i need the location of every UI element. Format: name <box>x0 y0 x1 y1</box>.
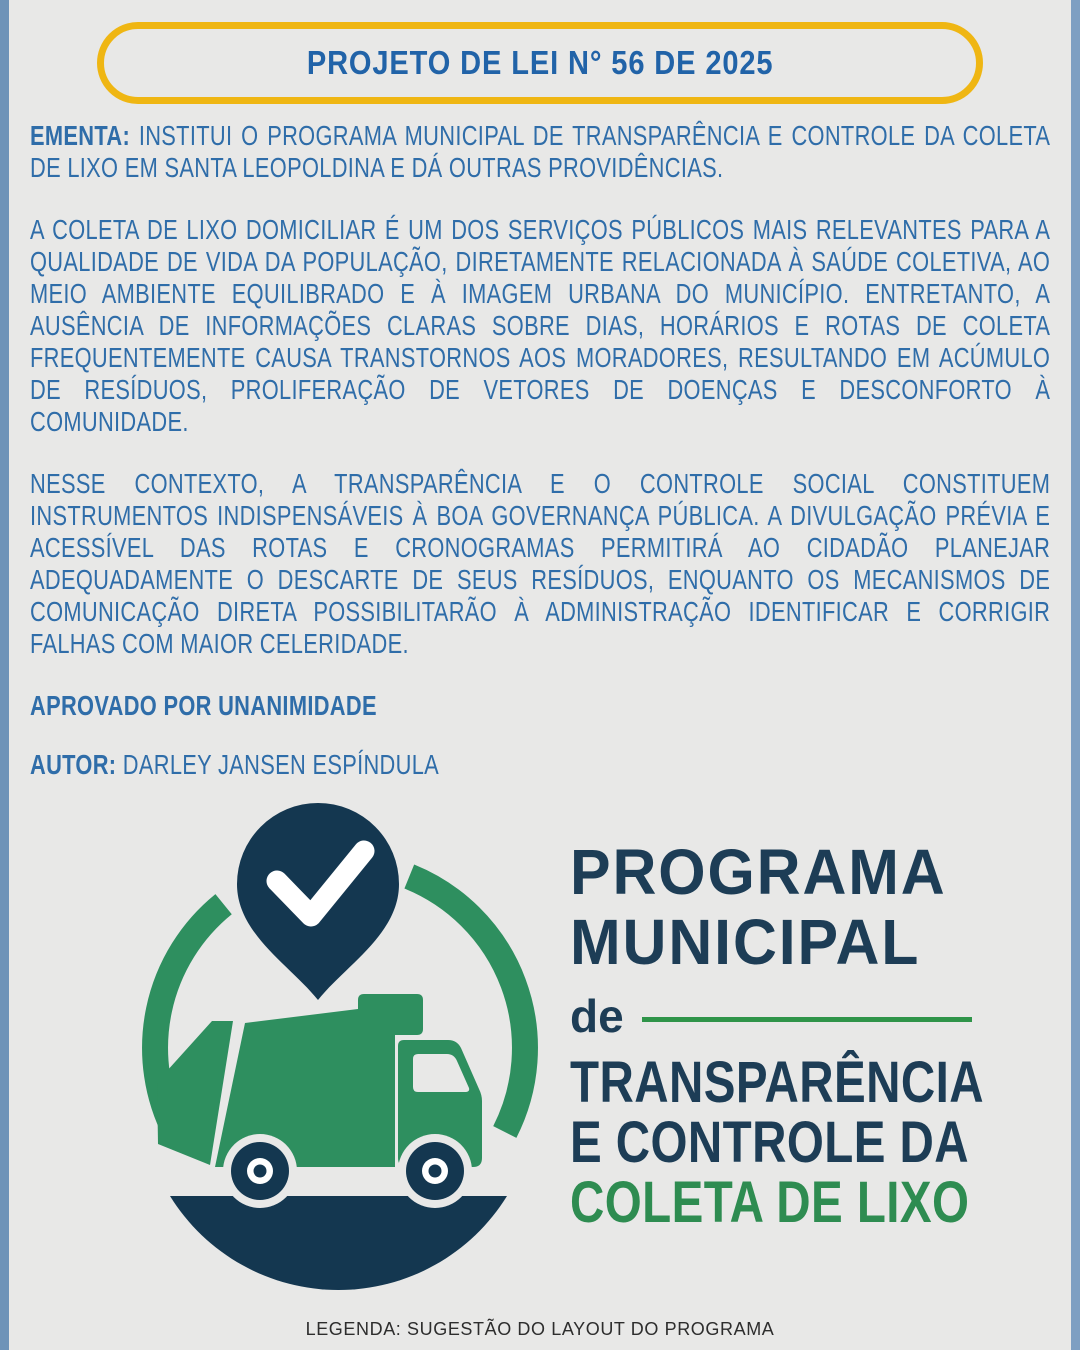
program-logo-art <box>130 793 550 1293</box>
body-paragraph-1: A COLETA DE LIXO DOMICILIAR É UM DOS SERVIÇOS PÚBLICOS MAIS RELEVANTES PARA A QUALIDADE DE VIDA DA POPULAÇÃO, DIRETAMENTE RELACIONADA À SAÚDE COLETIVA, AO MEIO AMBIENTE EQUILIBRADO E À IMAGEM URBANA DO MUNICÍPIO. ENTRETANTO, A AUSÊNCIA DE INFORMAÇÕES CLARAS SOBRE DIAS, HORÁRIOS E ROTAS DE COLETA FREQUENTEMENTE CAUSA TRANSTORNOS AOS MORADORES, RESULTANDO EM ACÚMULO DE RESÍDUOS, PROLIFERAÇÃO DE VETORES DE DOENÇAS E DESCONFORTO À COMUNIDADE. <box>30 214 1051 437</box>
logo-line-municipal: MUNICIPAL <box>570 906 921 978</box>
ementa-paragraph <box>30 120 1050 184</box>
author-name: DARLEY JANSEN ESPÍNDULA <box>116 749 440 780</box>
ementa-text: INSTITUI O PROGRAMA MUNICIPAL DE TRANSPARÊNCIA E CONTROLE DA COLETA DE LIXO EM SANTA LEOPOLDINA E DÁ OUTRAS PROVIDÊNCIAS. <box>30 120 1051 183</box>
logo-line-programa: PROGRAMA <box>570 836 947 908</box>
title-banner <box>97 22 983 104</box>
garbage-truck-icon <box>157 994 482 1208</box>
green-divider-line <box>642 1017 972 1022</box>
legend-caption: LEGENDA: SUGESTÃO DO LAYOUT DO PROGRAMA <box>305 1319 775 1339</box>
approved-line: APROVADO POR UNANIMIDADE <box>30 690 377 721</box>
logo-line-controle: E CONTROLE DA <box>570 1110 970 1175</box>
program-logo-text <box>570 837 1075 1233</box>
logo-de-row <box>570 990 1075 1042</box>
logo-line-transparencia: TRANSPARÊNCIA <box>570 1050 985 1115</box>
logo-base-arc <box>170 1196 507 1290</box>
logo-de-label: de <box>570 990 624 1042</box>
author-label: AUTOR: <box>30 749 117 780</box>
program-logo <box>30 793 1050 1293</box>
page-title: PROJETO DE LEI N° 56 DE 2025 <box>306 44 774 81</box>
body-paragraph-2: NESSE CONTEXTO, A TRANSPARÊNCIA E O CONTROLE SOCIAL CONSTITUEM INSTRUMENTOS INDISPENSÁVEIS À BOA GOVERNANÇA PÚBLICA. A DIVULGAÇÃO PRÉVIA E ACESSÍVEL DAS ROTAS E CRONOGRAMAS PERMITIRÁ AO CIDADÃO PLANEJAR ADEQUADAMENTE O DESCARTE DE SEUS RESÍDUOS, ENQUANTO OS MECANISMOS DE COMUNICAÇÃO DIRETA POSSIBILITARÃO À ADMINISTRAÇÃO IDENTIFICAR E CORRIGIR FALHAS COM MAIOR CELERIDADE. <box>30 468 1051 659</box>
author-line <box>30 749 1050 781</box>
document-body <box>0 120 1080 1340</box>
logo-line-coleta: COLETA DE LIXO <box>570 1170 970 1235</box>
wheel-rear <box>231 1142 289 1200</box>
wheel-front <box>406 1142 464 1200</box>
ementa-label: EMENTA: <box>30 120 131 151</box>
location-pin-icon <box>237 803 399 1000</box>
